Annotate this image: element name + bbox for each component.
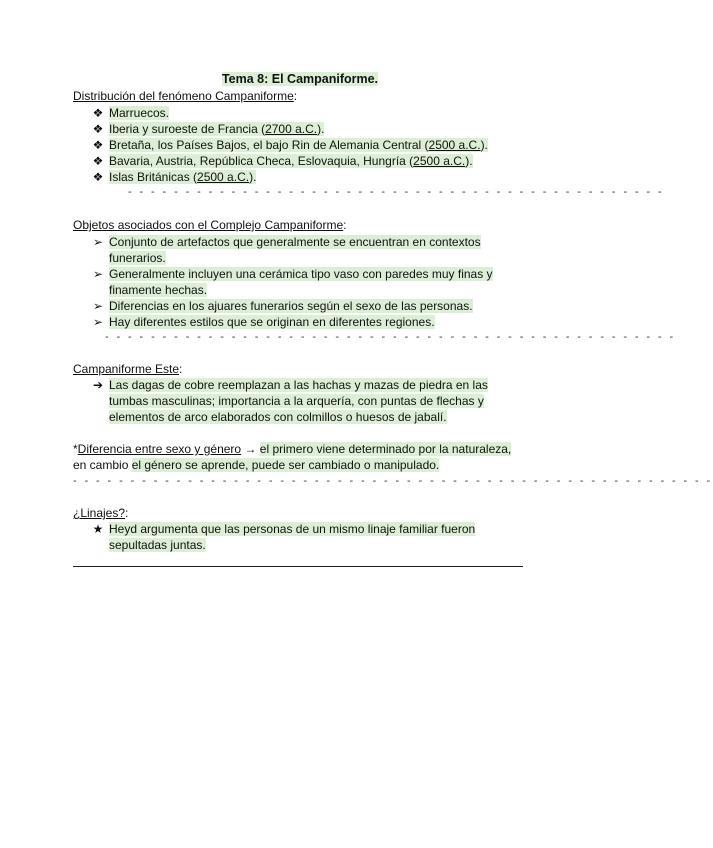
heading-text: Objetos asociados con el Complejo Campaniforme bbox=[73, 218, 344, 232]
list-item bbox=[90, 377, 520, 425]
item-text: Diferencias en los ajuares funerarios según el sexo de las personas. bbox=[109, 299, 473, 313]
list-item: ❖ Islas Británicas (2500 a.C.). bbox=[90, 169, 520, 185]
item-text: Marruecos. bbox=[109, 106, 170, 120]
item-text: Generalmente incluyen una cerámica tipo vaso con paredes muy finas y bbox=[109, 267, 493, 281]
arrowhead-bullet-icon: ➢ bbox=[92, 235, 104, 249]
item-text-cont: funerarios. bbox=[109, 251, 166, 265]
item-text: Heyd argumenta que las personas de un mismo linaje familiar fueron bbox=[109, 522, 476, 536]
title-text: Tema 8: El Campaniforme. bbox=[221, 72, 379, 86]
item-text-cont: elementos de arco elaborados con colmillos o huesos de jabalí. bbox=[109, 410, 447, 424]
arrow-icon: → bbox=[241, 442, 260, 456]
arrow-right-bullet-icon: ➔ bbox=[92, 378, 104, 392]
diamond-bullet-icon: ❖ bbox=[92, 170, 104, 184]
note-text-plain: en cambio bbox=[73, 458, 132, 472]
list-item bbox=[90, 266, 520, 298]
item-text-cont: finamente hechas. bbox=[109, 283, 208, 297]
heading-text: Campaniforme Este bbox=[73, 362, 180, 376]
asterisk: * bbox=[73, 442, 78, 456]
heading-text: Distribución del fenómeno Campaniforme bbox=[73, 89, 294, 103]
star-bullet-icon: ★ bbox=[92, 522, 104, 536]
arrowhead-bullet-icon: ➢ bbox=[92, 267, 104, 281]
list-item bbox=[90, 521, 520, 553]
section-heading-objetos: Objetos asociados con el Complejo Campaniforme: bbox=[73, 218, 347, 232]
note-text-highlight: el género se aprende, puede ser cambiado o manipulado. bbox=[131, 458, 440, 472]
section-heading-campaniforme-este: Campaniforme Este: bbox=[73, 362, 183, 376]
item-text: Islas Británicas ( bbox=[109, 170, 198, 184]
diamond-bullet-icon: ❖ bbox=[92, 154, 104, 168]
list-item bbox=[90, 314, 520, 330]
item-text: Hay diferentes estilos que se originan en diferentes regiones. bbox=[109, 315, 435, 329]
date-text: 2500 a.C. bbox=[413, 154, 466, 168]
item-text-cont: tumbas masculinas; importancia a la arquería, con puntas de flechas y bbox=[109, 394, 484, 408]
note-term: Diferencia entre sexo y género bbox=[77, 442, 242, 456]
horizontal-rule bbox=[73, 566, 523, 567]
item-text-cont: sepultadas juntas. bbox=[109, 538, 206, 552]
item-text: Las dagas de cobre reemplazan a las hachas y mazas de piedra en las bbox=[109, 378, 488, 392]
section-heading-distribucion: Distribución del fenómeno Campaniforme: bbox=[73, 89, 298, 103]
diamond-bullet-icon: ❖ bbox=[92, 138, 104, 152]
list-item: ❖ Bretaña, los Países Bajos, el bajo Rin de Alemania Central (2500 a.C.). bbox=[90, 137, 520, 153]
item-text: Bavaria, Austria, República Checa, Eslovaquia, Hungría ( bbox=[109, 154, 414, 168]
page-title bbox=[0, 71, 600, 87]
dashed-divider: - - - - - - - - - - - - - - - - - - - - - - - - - - - - - - - - - - - - - - - - - - - - - - - - - - - - - - - - bbox=[73, 475, 713, 487]
arrowhead-bullet-icon: ➢ bbox=[92, 299, 104, 313]
list-item bbox=[90, 298, 520, 314]
list-item bbox=[90, 105, 520, 121]
list-item: ❖ Bavaria, Austria, República Checa, Eslovaquia, Hungría (2500 a.C.). bbox=[90, 153, 520, 169]
diamond-bullet-icon: ❖ bbox=[92, 106, 104, 120]
heading-text: ¿Linajes? bbox=[73, 506, 126, 520]
arrowhead-bullet-icon: ➢ bbox=[92, 315, 104, 329]
date-text: 2500 a.C. bbox=[428, 138, 481, 152]
list-item: ❖ Iberia y suroeste de Francia (2700 a.C.). bbox=[90, 121, 520, 137]
section-heading-linajes: ¿Linajes?: bbox=[73, 506, 129, 520]
note-text: el primero viene determinado por la naturaleza, bbox=[259, 442, 512, 456]
diamond-bullet-icon: ❖ bbox=[92, 122, 104, 136]
item-text: Bretaña, los Países Bajos, el bajo Rin de Alemania Central ( bbox=[109, 138, 429, 152]
item-text: Iberia y suroeste de Francia ( bbox=[109, 122, 266, 136]
date-text: 2500 a.C. bbox=[197, 170, 250, 184]
note-paragraph bbox=[73, 441, 533, 473]
list-item bbox=[90, 234, 520, 266]
date-text: 2700 a.C. bbox=[265, 122, 318, 136]
dashed-divider: - - - - - - - - - - - - - - - - - - - - - - - - - - - - - - - - - - - - - - - - - - - - - - - - - - bbox=[105, 331, 676, 343]
dashed-divider: - - - - - - - - - - - - - - - - - - - - - - - - - - - - - - - - - - - - - - - - - - - - - - - bbox=[128, 186, 664, 198]
item-text: Conjunto de artefactos que generalmente se encuentran en contextos bbox=[109, 235, 481, 249]
